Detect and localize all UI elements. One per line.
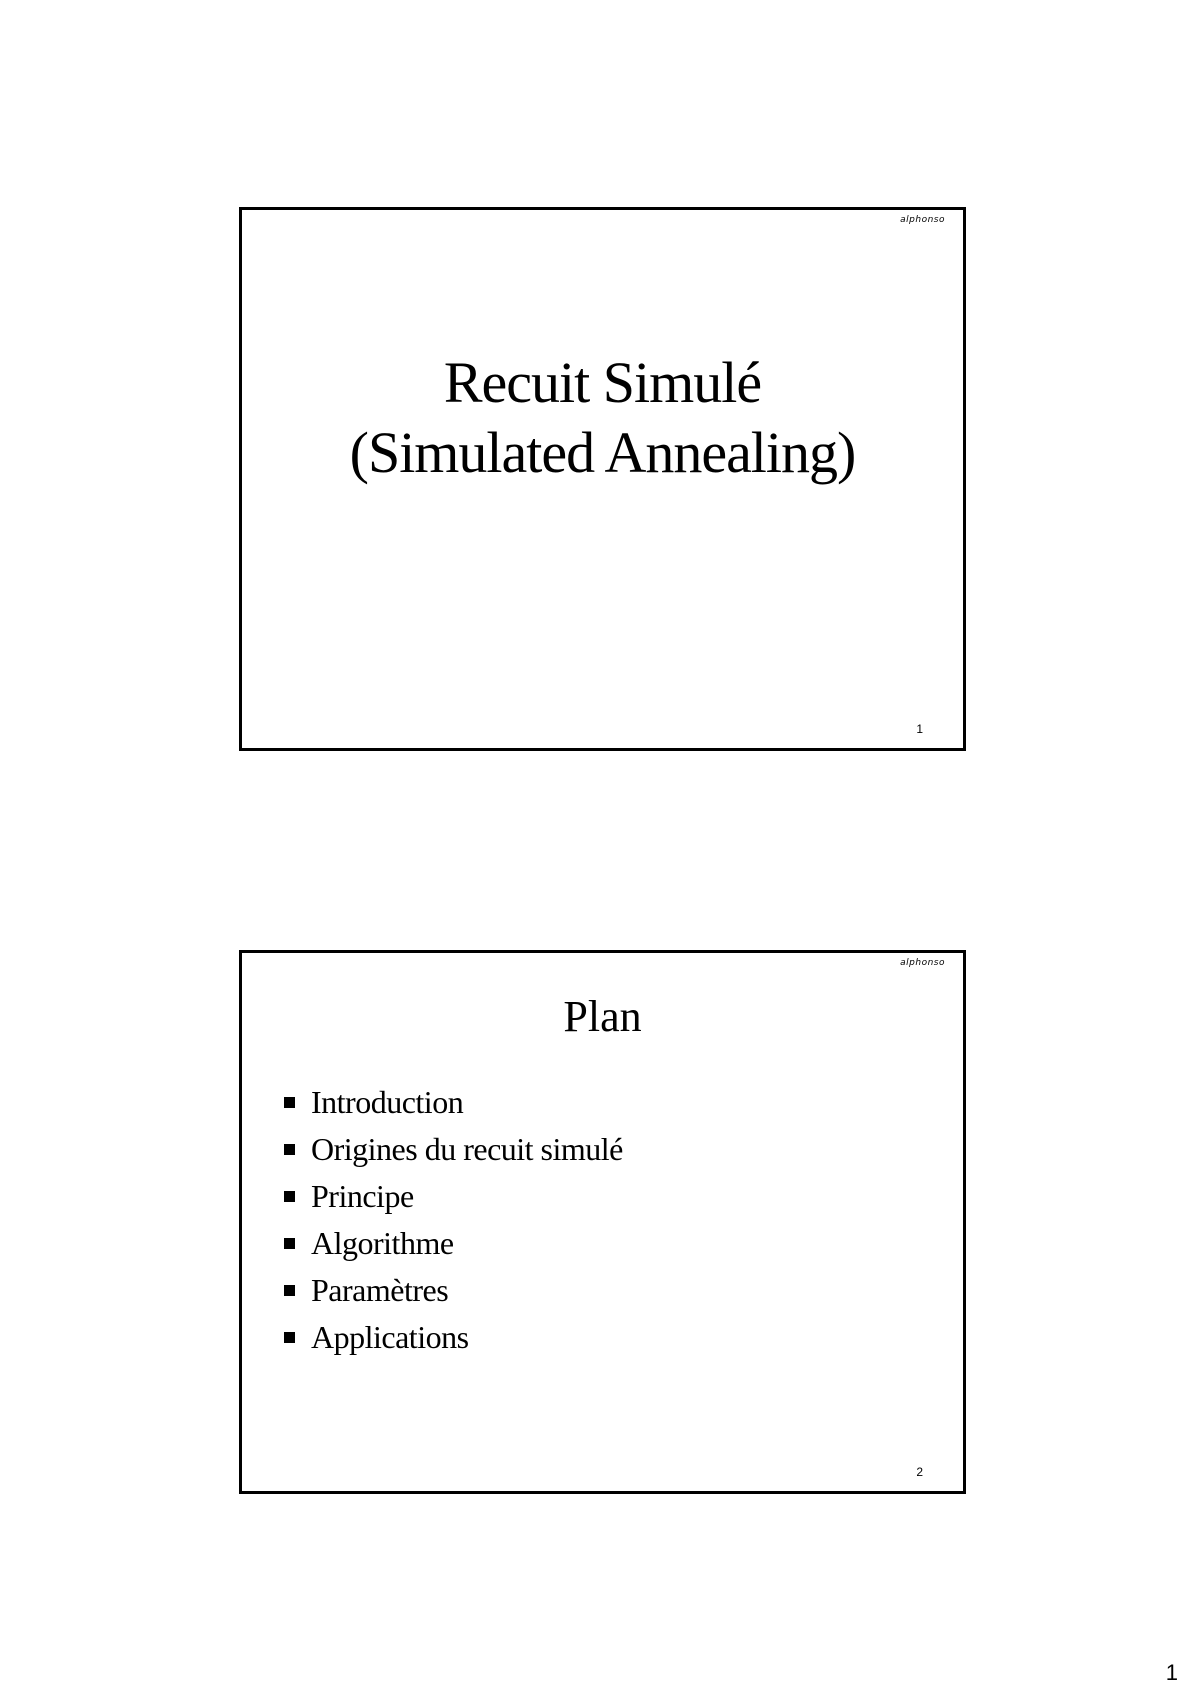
square-bullet-icon (284, 1332, 295, 1343)
slide-2 (239, 950, 966, 1494)
list-item (284, 1079, 623, 1126)
list-item-label: Applications (311, 1319, 469, 1355)
square-bullet-icon (284, 1144, 295, 1155)
slide-number: 1 (916, 722, 923, 736)
slide-title-line-1: Recuit Simulé (443, 350, 762, 415)
list-item-label: Origines du recuit simulé (311, 1131, 623, 1167)
list-item-label: Algorithme (311, 1225, 454, 1261)
square-bullet-icon (284, 1285, 295, 1296)
list-item (284, 1173, 623, 1220)
list-item (284, 1267, 623, 1314)
square-bullet-icon (284, 1097, 295, 1108)
slide-title (242, 348, 963, 488)
slide-title-line-2: (Simulated Annealing) (349, 420, 856, 485)
slide-1 (239, 207, 966, 751)
list-item-label: Principe (311, 1178, 414, 1214)
list-item (284, 1220, 623, 1267)
square-bullet-icon (284, 1191, 295, 1202)
slide-header-mark: alphonso (900, 958, 945, 968)
list-item (284, 1126, 623, 1173)
page-number: 1 (1165, 1660, 1178, 1685)
list-item-label: Paramètres (311, 1272, 449, 1308)
list-item (284, 1314, 623, 1361)
slide-header-mark: alphonso (900, 215, 945, 225)
plan-list (284, 1079, 623, 1361)
slide-number: 2 (916, 1465, 923, 1479)
list-item-label: Introduction (311, 1084, 464, 1120)
slide-title: Plan (563, 992, 642, 1041)
square-bullet-icon (284, 1238, 295, 1249)
